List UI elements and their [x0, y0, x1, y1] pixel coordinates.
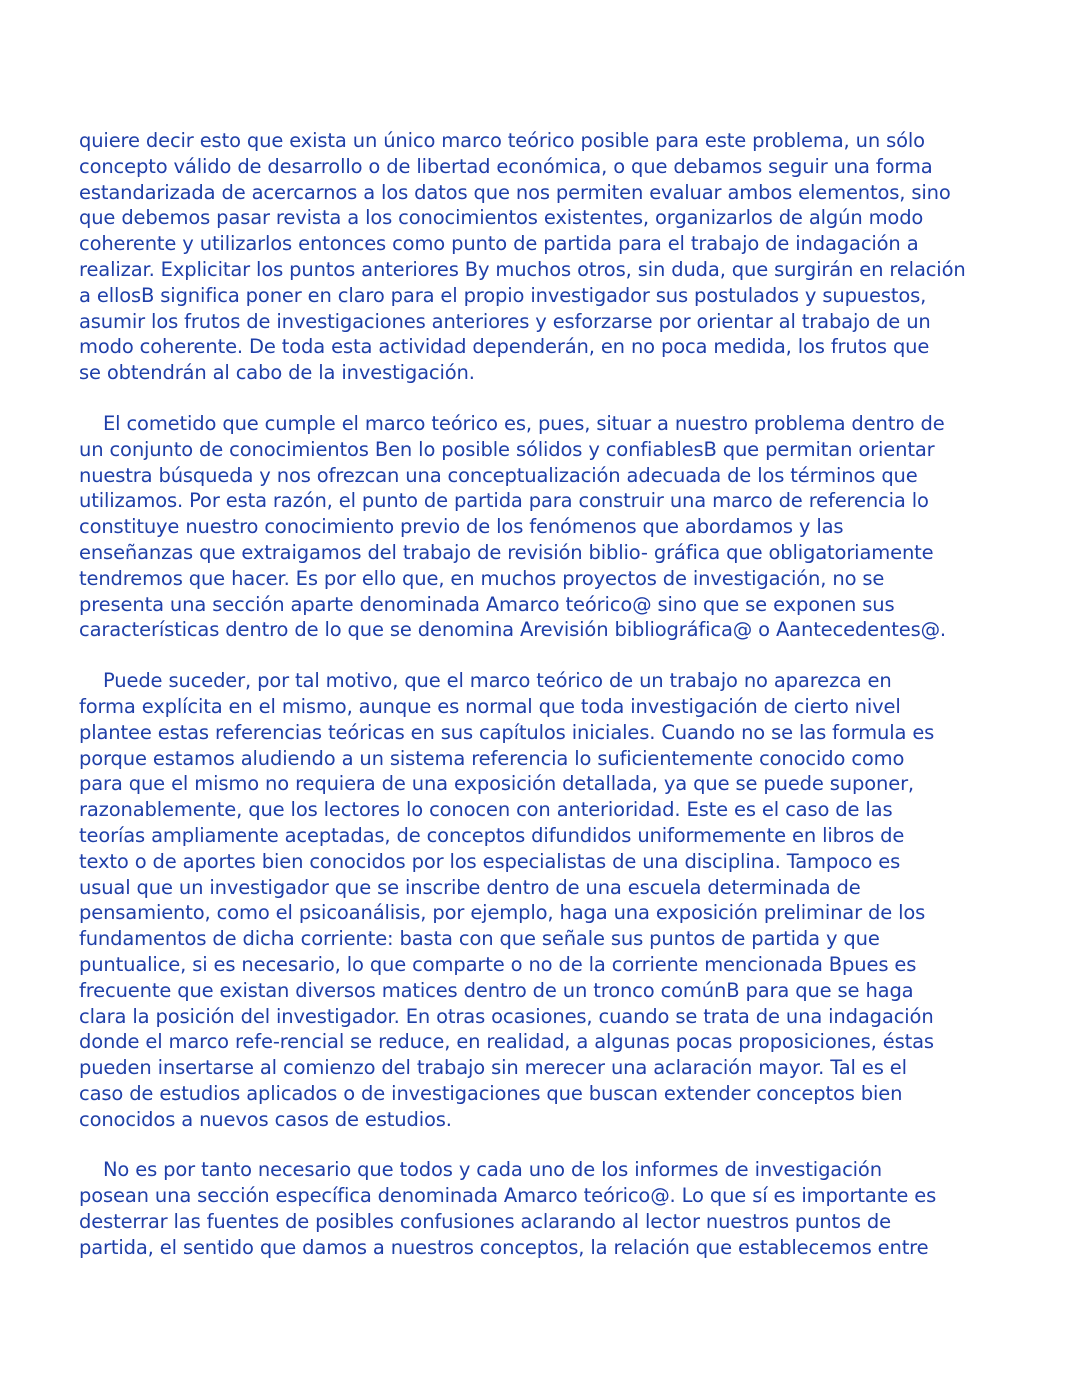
text-line: características dentro de lo que se denomina Arevisión bibliográfica@ o Aantecedentes@.: [79, 618, 946, 642]
paragraph-4: [79, 1157, 1019, 1260]
text-line: fundamentos de dicha corriente: basta con que señale sus puntos de partida y que: [79, 927, 880, 951]
text-line: clara la posición del investigador. En otras ocasiones, cuando se trata de una indagación: [79, 1004, 934, 1028]
text-line: pueden insertarse al comienzo del trabajo sin merecer una aclaración mayor. Tal es el: [79, 1056, 907, 1080]
text-line: porque estamos aludiendo a un sistema referencia lo suficientemente conocido como: [79, 746, 905, 770]
paragraph-2: [79, 411, 1019, 643]
text-line: frecuente que existan diversos matices dentro de un tronco comúnB para que se haga: [79, 978, 914, 1002]
paragraph-3: [79, 668, 1019, 1132]
text-line: un conjunto de conocimientos Ben lo posible sólidos y confiablesB que permitan orientar: [79, 437, 935, 461]
text-line: posean una sección específica denominada Amarco teórico@. Lo que sí es importante es: [79, 1184, 937, 1208]
text-line: nuestra búsqueda y nos ofrezcan una conceptualización adecuada de los términos que: [79, 463, 918, 487]
document-page: [79, 128, 1019, 1286]
text-line: utilizamos. Por esta razón, el punto de partida para construir una marco de referencia lo: [79, 489, 929, 513]
text-line: texto o de aportes bien conocidos por los especialistas de una disciplina. Tampoco es: [79, 849, 901, 873]
text-line: Puede suceder, por tal motivo, que el marco teórico de un trabajo no aparezca en: [103, 669, 892, 693]
text-line: desterrar las fuentes de posibles confusiones aclarando al lector nuestros puntos de: [79, 1210, 891, 1234]
text-line: para que el mismo no requiera de una exposición detallada, ya que se puede suponer,: [79, 772, 914, 796]
text-line: constituye nuestro conocimiento previo de los fenómenos que abordamos y las: [79, 515, 844, 539]
text-line: partida, el sentido que damos a nuestros conceptos, la relación que establecemos entre: [79, 1235, 929, 1259]
text-line: enseñanzas que extraigamos del trabajo de revisión biblio- gráfica que obligatoriamente: [79, 540, 934, 564]
text-line: conocidos a nuevos casos de estudios.: [79, 1107, 452, 1131]
text-line: razonablemente, que los lectores lo conocen con anterioridad. Este es el caso de las: [79, 798, 893, 822]
paragraph-1: [79, 128, 1019, 386]
text-line: concepto válido de desarrollo o de libertad económica, o que debamos seguir una forma: [79, 154, 933, 178]
text-line: asumir los frutos de investigaciones anteriores y esforzarse por orientar al trabajo de un: [79, 309, 931, 333]
text-line: donde el marco refe-rencial se reduce, en realidad, a algunas pocas proposiciones, éstas: [79, 1030, 934, 1054]
text-line: quiere decir esto que exista un único marco teórico posible para este problema, un sólo: [79, 129, 925, 152]
text-line: usual que un investigador que se inscribe dentro de una escuela determinada de: [79, 875, 861, 899]
text-line: caso de estudios aplicados o de investigaciones que buscan extender conceptos bien: [79, 1081, 903, 1105]
text-line: forma explícita en el mismo, aunque es normal que toda investigación de cierto nivel: [79, 694, 901, 718]
text-line: realizar. Explicitar los puntos anteriores By muchos otros, sin duda, que surgirán en relación: [79, 257, 966, 281]
text-line: No es por tanto necesario que todos y cada uno de los informes de investigación: [103, 1158, 882, 1182]
text-line: puntualice, si es necesario, lo que comparte o no de la corriente mencionada Bpues es: [79, 952, 917, 976]
text-line: a ellosB significa poner en claro para el propio investigador sus postulados y supuestos,: [79, 283, 927, 307]
text-line: modo coherente. De toda esta actividad dependerán, en no poca medida, los frutos que: [79, 335, 930, 359]
text-line: pensamiento, como el psicoanálisis, por ejemplo, haga una exposición preliminar de los: [79, 901, 926, 925]
text-line: presenta una sección aparte denominada Amarco teórico@ sino que se exponen sus: [79, 592, 895, 616]
text-line: se obtendrán al cabo de la investigación.: [79, 361, 475, 385]
text-line: El cometido que cumple el marco teórico es, pues, situar a nuestro problema dentro de: [103, 411, 945, 435]
text-line: plantee estas referencias teóricas en sus capítulos iniciales. Cuando no se las formula es: [79, 720, 935, 744]
text-line: teorías ampliamente aceptadas, de conceptos difundidos uniformemente en libros de: [79, 823, 905, 847]
text-line: que debemos pasar revista a los conocimientos existentes, organizarlos de algún modo: [79, 206, 924, 230]
text-line: coherente y utilizarlos entonces como punto de partida para el trabajo de indagación a: [79, 232, 919, 256]
text-line: estandarizada de acercarnos a los datos que nos permiten evaluar ambos elementos, sino: [79, 180, 951, 204]
text-line: tendremos que hacer. Es por ello que, en muchos proyectos de investigación, no se: [79, 566, 885, 590]
